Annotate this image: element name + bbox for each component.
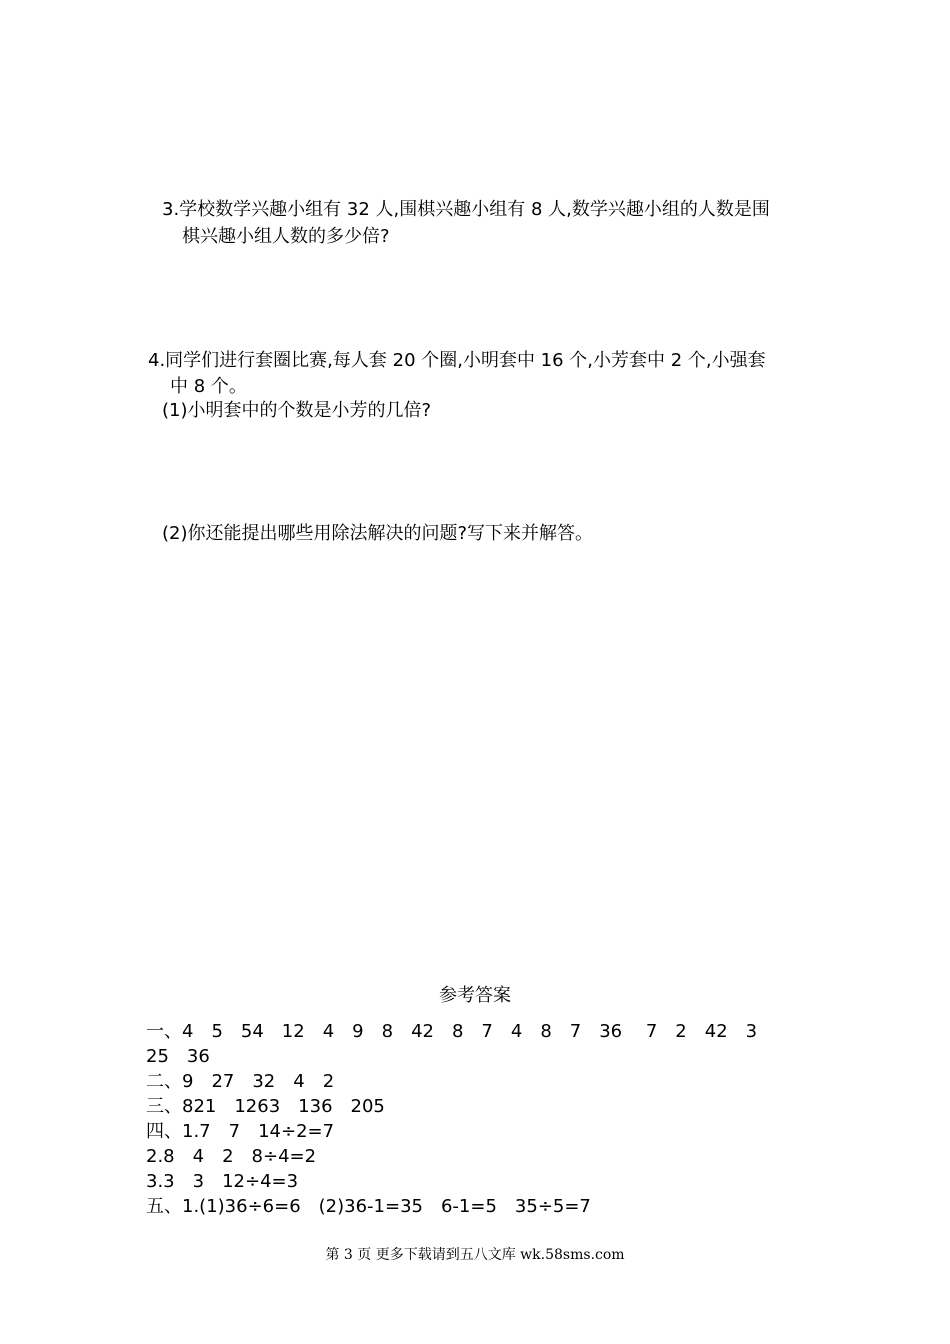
answer-line-3: 二、9 27 32 4 2 [146,1071,335,1092]
question-4-line-1: 4.同学们进行套圈比赛,每人套 20 个圈,小明套中 16 个,小芳套中 2 个,小强套 [148,350,766,371]
answer-line-1: 一、4 5 54 12 4 9 8 42 8 7 4 8 7 36 7 2 42 3 [146,1021,758,1042]
question-3-line-1: 3.学校数学兴趣小组有 32 人,围棋兴趣小组有 8 人,数学兴趣小组的人数是围 [162,199,770,220]
answer-line-8: 五、1.(1)36÷6=6 (2)36-1=35 6-1=5 35÷5=7 [146,1196,591,1217]
page-footer: 第 3 页 更多下载请到五八文库 wk.58sms.com [325,1247,625,1263]
answer-line-4: 三、821 1263 136 205 [146,1096,385,1117]
answer-line-6: 2.8 4 2 8÷4=2 [146,1146,317,1167]
question-4-sub-2: (2)你还能提出哪些用除法解决的问题?写下来并解答。 [162,523,594,544]
answers-title: 参考答案 [439,985,511,1006]
question-4-line-2: 中 8 个。 [170,376,247,397]
answer-line-5: 四、1.7 7 14÷2=7 [146,1121,335,1142]
question-4-sub-1: (1)小明套中的个数是小芳的几倍? [162,400,432,421]
answer-line-2: 25 36 [146,1046,210,1067]
answer-line-7: 3.3 3 12÷4=3 [146,1171,299,1192]
question-3-line-2: 棋兴趣小组人数的多少倍? [182,226,390,247]
